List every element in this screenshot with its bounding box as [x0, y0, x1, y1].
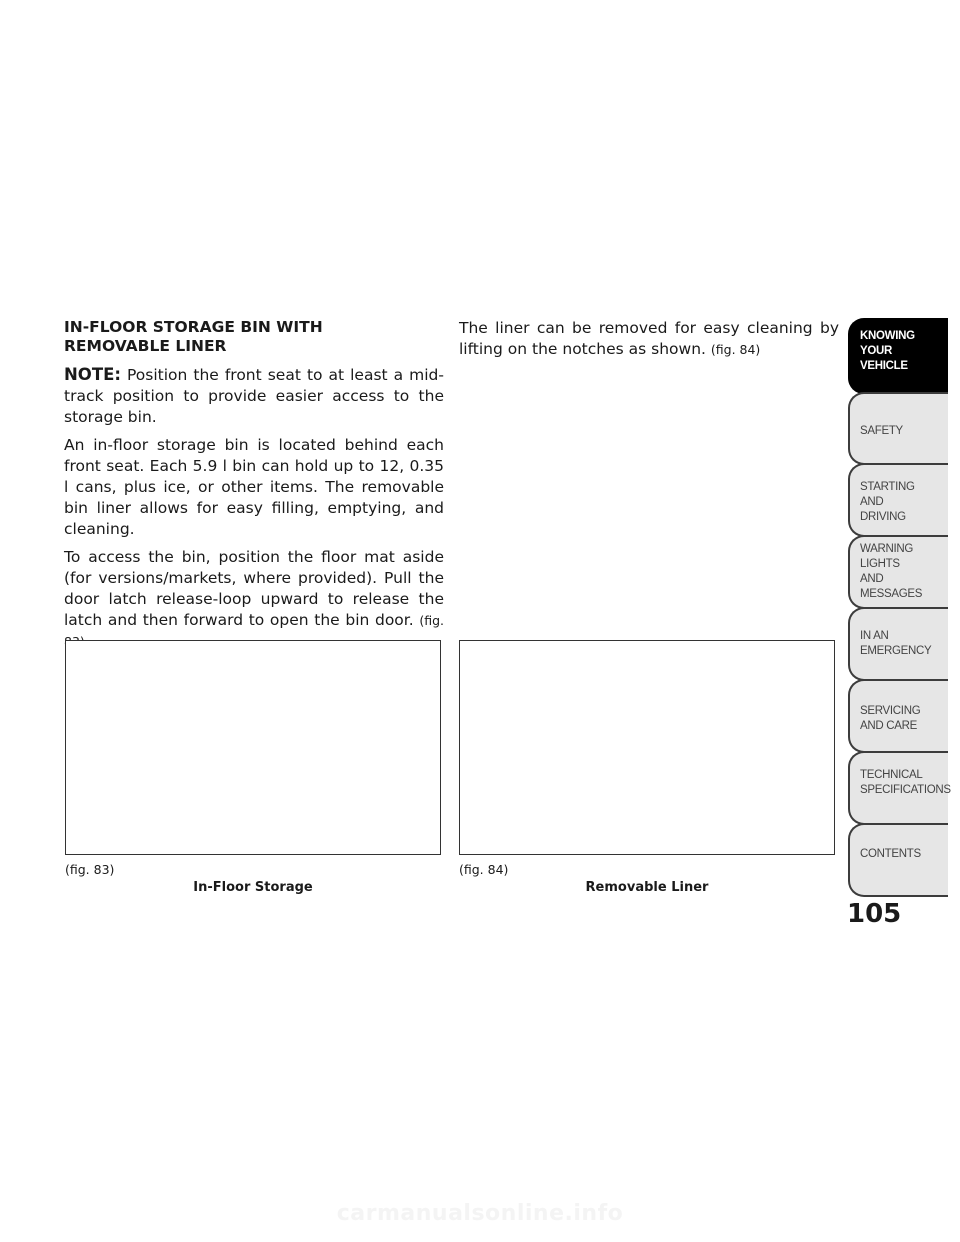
heading-line-1: IN-FLOOR STORAGE BIN WITH: [64, 318, 323, 336]
figure-reference-83[interactable]: (fig.: [419, 613, 444, 628]
note-text: Position the front seat to at least a mid-track position to provide easier access to the storage bin.: [64, 366, 444, 426]
watermark: carmanualsonline.info: [336, 1201, 624, 1226]
tab-in-an-emergency[interactable]: [848, 607, 948, 681]
figure-84-label: (fig. 84): [459, 862, 509, 877]
tab-technical-specifications[interactable]: [848, 751, 951, 825]
right-column: [459, 318, 839, 367]
tab-label-line: AND CARE: [860, 720, 918, 732]
tab-label-line: SPECIFICATIONS: [860, 784, 951, 796]
figure-84-caption: Removable Liner: [585, 880, 709, 895]
figure-83-label: (fig. 83): [65, 862, 115, 877]
tab-label-line: MESSAGES: [860, 588, 923, 600]
page-number: 105: [847, 899, 902, 929]
tab-servicing-and-care[interactable]: [848, 679, 948, 753]
tab-knowing-your-vehicle[interactable]: [848, 318, 948, 394]
figure-84-image-frame: [459, 640, 835, 855]
tab-label-line: AND: [860, 496, 884, 508]
tab-label-line: SAFETY: [860, 425, 903, 437]
tab-label-line: IN AN: [860, 630, 889, 642]
left-column: [64, 318, 444, 659]
section-heading: [64, 318, 444, 356]
tab-label-line: LIGHTS: [860, 558, 900, 570]
tab-label-line: STARTING: [860, 481, 915, 493]
access-bin-paragraph: [64, 547, 444, 652]
liner-removal-text: The liner can be removed for easy cleaning by lifting on the notches as shown.: [459, 319, 839, 358]
tab-label-line: VEHICLE: [860, 360, 908, 372]
tab-label-line: CONTENTS: [860, 848, 921, 860]
note-paragraph: [64, 364, 444, 428]
figure-83-image-frame: [65, 640, 441, 855]
figure-83-caption: In-Floor Storage: [193, 880, 313, 895]
bin-description-paragraph: An in-floor storage bin is located behind each front seat. Each 5.9 l bin can hold up to 12, 0.35 l cans, plus ice, or other items. The removable bin liner allows for easy filling, emptying, and cleaning.: [64, 436, 444, 538]
tab-label-line: TECHNICAL: [860, 769, 923, 781]
tab-label-line: SERVICING: [860, 705, 921, 717]
tab-label-line: DRIVING: [860, 511, 906, 523]
figure-reference-84[interactable]: (fig. 84): [710, 342, 761, 357]
note-label: NOTE:: [64, 365, 121, 384]
tab-starting-and-driving[interactable]: [848, 463, 948, 537]
access-bin-text: To access the bin, position the floor mat aside (for versions/markets, where provided). Pull the door latch release-loop upward to release the latch and then forward to open the bin door.: [64, 548, 444, 629]
tab-warning-lights-and-messages[interactable]: [848, 535, 948, 609]
tab-label-line: AND: [860, 573, 884, 585]
tab-label-line: EMERGENCY: [860, 645, 932, 657]
liner-removal-paragraph: [459, 318, 839, 360]
tab-label-line: YOUR: [860, 345, 893, 357]
tab-safety[interactable]: [848, 392, 948, 465]
tab-label-line: WARNING: [860, 543, 914, 555]
tab-label-line: KNOWING: [860, 330, 915, 342]
heading-line-2: REMOVABLE LINER: [64, 337, 227, 355]
tab-contents[interactable]: [848, 823, 948, 897]
